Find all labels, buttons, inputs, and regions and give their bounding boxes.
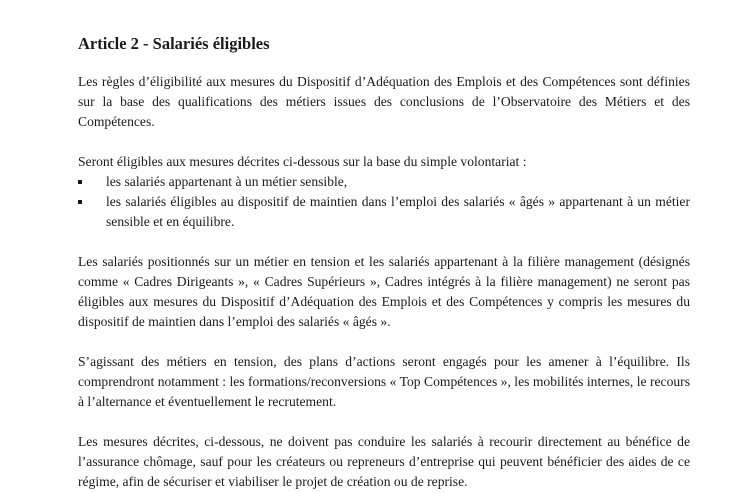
list-item-text: les salariés appartenant à un métier sensible, <box>106 174 348 189</box>
paragraph-ineligible: Les salariés positionnés sur un métier en tension et les salariés appartenant à la filière management (désignés comme « Cadres Dirigeants », « Cadres Supérieurs », Cadres intégrés à la filière management) ne seront pas éligibles aux mesures du Dispositif d’Adéquation des Emplois et des Compétences y compris les mesures du dispositif de maintien dans l’emploi des salariés « âgés ». <box>78 254 690 329</box>
paragraph-eligible-intro: Seront éligibles aux mesures décrites ci-dessous sur la base du simple volontariat : <box>78 154 527 169</box>
paragraph-tension-plans: S’agissant des métiers en tension, des plans d’actions seront engagés pour les amener à l’équilibre. Ils comprendront notamment : les formations/reconversions « Top Compétences », les mobilités internes, le recours à l’alternance et éventuellement le recrutement. <box>78 354 690 409</box>
list-item <box>78 172 690 192</box>
eligibility-list <box>78 172 690 232</box>
article-title: Article 2 - Salariés éligibles <box>78 34 270 53</box>
square-bullet-icon <box>78 180 82 184</box>
paragraph-eligibility-rules: Les règles d’éligibilité aux mesures du Dispositif d’Adéquation des Emplois et des Compétences sont définies sur la base des qualifications des métiers issues des conclusions de l’Observatoire des Métiers et des Compétences. <box>78 74 690 129</box>
list-item-text: les salariés éligibles au dispositif de maintien dans l’emploi des salariés « âgés » appartenant à un métier sensible et en équilibre. <box>106 194 690 229</box>
square-bullet-icon <box>78 200 82 204</box>
list-item <box>78 192 690 232</box>
paragraph-unemployment: Les mesures décrites, ci-dessous, ne doivent pas conduire les salariés à recourir directement au bénéfice de l’assurance chômage, sauf pour les créateurs ou repreneurs d’entreprise qui peuvent bénéficier des aides de ce régime, afin de sécuriser et viabiliser le projet de création ou de reprise. <box>78 434 690 489</box>
